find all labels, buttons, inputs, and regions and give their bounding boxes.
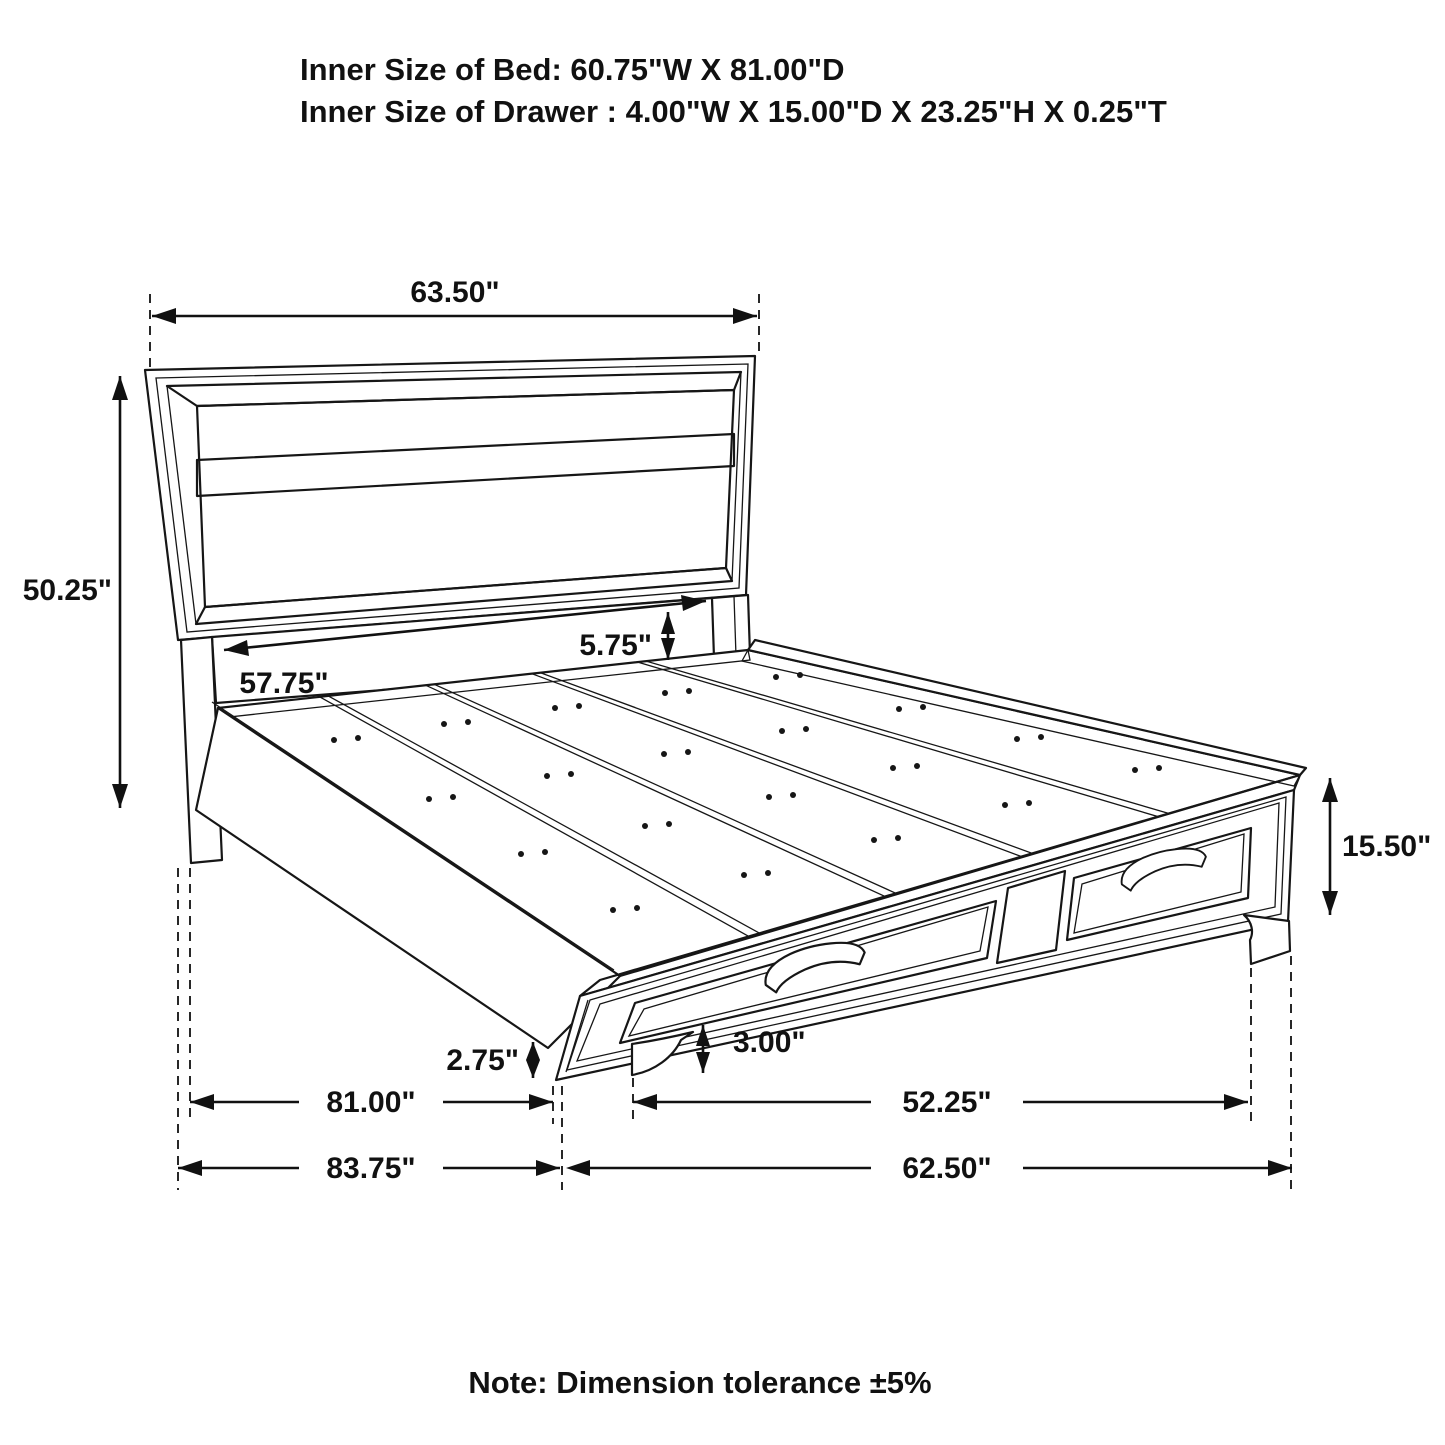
dim-rail-to-floor — [446, 1042, 540, 1078]
dim-footboard-width — [566, 1152, 1292, 1185]
right-bracket-foot — [1244, 915, 1290, 964]
tolerance-note: Note: Dimension tolerance ±5% — [468, 1365, 932, 1400]
dim-inner-length — [190, 1086, 553, 1119]
dim-rail-clearance-label: 5.75" — [579, 629, 652, 662]
headboard-right-leg — [712, 595, 750, 658]
dim-overall-length-label: 83.75" — [326, 1152, 416, 1185]
dim-drawer-section — [633, 1086, 1248, 1119]
dim-headboard-height-label: 50.25" — [22, 574, 112, 607]
dim-footboard-height-label: 15.50" — [1342, 830, 1432, 863]
dim-footboard-width-label: 62.50" — [902, 1152, 992, 1185]
dim-headboard-width — [150, 276, 759, 370]
header-line-1: Inner Size of Bed: 60.75"W X 81.00"D — [300, 52, 845, 87]
bed-drawing — [145, 356, 1306, 1080]
dim-inner-length-label: 81.00" — [326, 1086, 416, 1119]
dim-between-legs-label: 57.75" — [239, 667, 329, 700]
dim-headboard-height — [23, 376, 128, 808]
dim-footboard-height — [1322, 778, 1431, 915]
header-line-2: Inner Size of Drawer : 4.00"W X 15.00"D X 23.25"H X 0.25"T — [300, 94, 1167, 129]
dim-drawer-section-label: 52.25" — [902, 1086, 992, 1119]
dim-rail-to-floor-label: 2.75" — [446, 1044, 519, 1077]
dim-foot-clearance-label: 3.00" — [733, 1026, 806, 1059]
dim-headboard-width-label: 63.50" — [410, 276, 500, 309]
dim-overall-length — [178, 1152, 560, 1185]
